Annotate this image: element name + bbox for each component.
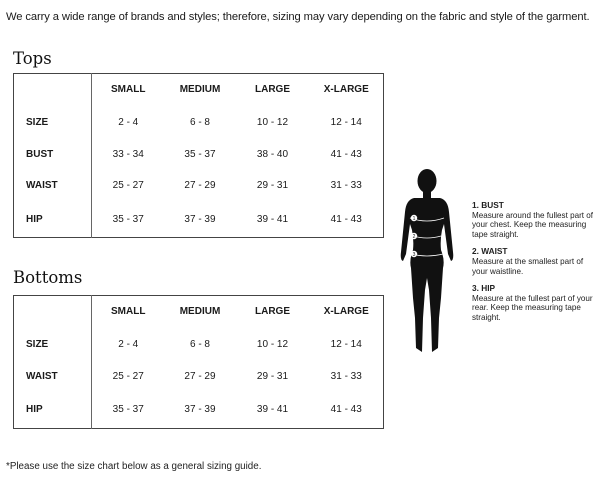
- marker-2: 2: [412, 234, 416, 241]
- table-cell: 31 - 33: [330, 371, 362, 382]
- table-header-row: [14, 296, 384, 328]
- table-cell: 12 - 14: [330, 117, 362, 128]
- row-label-hip: HIP: [14, 392, 92, 429]
- note-hip: [472, 284, 598, 322]
- note-hip-title: 3. HIP: [472, 283, 496, 294]
- marker-1: 1: [412, 216, 416, 223]
- table-row: [14, 392, 384, 429]
- table-cell: 6 - 8: [189, 117, 210, 128]
- table-row: [14, 202, 384, 238]
- row-label-waist: WAIST: [14, 362, 92, 392]
- note-waist-title: 2. WAIST: [472, 246, 508, 257]
- body-silhouette-figure: [396, 168, 458, 358]
- column-header-xlarge: X-LARGE: [323, 84, 369, 96]
- table-row: [14, 140, 384, 170]
- column-header-small: SMALL: [111, 306, 146, 318]
- marker-3: 3: [412, 252, 416, 259]
- table-cell: 39 - 41: [256, 213, 289, 225]
- table-cell: 25 - 27: [112, 180, 144, 191]
- table-cell: 10 - 12: [256, 339, 289, 350]
- table-cell: 29 - 31: [256, 371, 289, 382]
- bottoms-title: Bottoms: [13, 268, 83, 287]
- table-cell: 27 - 29: [184, 180, 216, 191]
- table-row: [14, 106, 384, 140]
- table-row: [14, 362, 384, 392]
- table-cell: 35 - 37: [184, 149, 216, 160]
- header-corner: [14, 296, 92, 328]
- column-header-xlarge: X-LARGE: [323, 306, 369, 318]
- table-cell: 35 - 37: [112, 213, 144, 225]
- table-cell: 37 - 39: [184, 404, 216, 416]
- row-label-bust: BUST: [14, 140, 92, 170]
- table-cell: 12 - 14: [330, 339, 362, 350]
- row-label-size: SIZE: [14, 328, 92, 362]
- table-cell: 10 - 12: [256, 117, 289, 128]
- row-label-waist: WAIST: [14, 170, 92, 202]
- column-header-medium: MEDIUM: [179, 84, 221, 96]
- table-cell: 33 - 34: [112, 149, 144, 160]
- column-header-small: SMALL: [111, 84, 146, 96]
- note-bust-title: 1. BUST: [472, 200, 504, 210]
- note-waist: [472, 247, 598, 276]
- note-bust: [472, 201, 598, 239]
- header-corner: [14, 74, 92, 106]
- note-hip-description: Measure at the fullest part of your rear. Keep the measuring tape straight.: [472, 293, 593, 322]
- table-cell: 41 - 43: [330, 149, 362, 160]
- column-header-medium: MEDIUM: [179, 306, 221, 318]
- tops-title: Tops: [13, 49, 52, 68]
- tops-size-table: [13, 73, 384, 238]
- table-cell: 2 - 4: [118, 339, 139, 350]
- row-label-size: SIZE: [14, 106, 92, 140]
- measurement-instructions: [472, 201, 598, 331]
- table-cell: 6 - 8: [189, 339, 210, 350]
- column-header-large: LARGE: [255, 84, 290, 96]
- table-cell: 38 - 40: [256, 149, 289, 160]
- bottoms-size-table: [13, 295, 384, 429]
- table-cell: 39 - 41: [256, 404, 289, 416]
- table-cell: 29 - 31: [256, 180, 289, 191]
- table-cell: 37 - 39: [184, 213, 216, 225]
- note-bust-description: Measure around the fullest part of your chest. Keep the measuring tape straight.: [472, 210, 594, 239]
- body-silhouette-icon: [396, 168, 458, 358]
- table-cell: 35 - 37: [112, 404, 144, 416]
- table-row: [14, 328, 384, 362]
- table-header-row: [14, 74, 384, 106]
- footer-note: *Please use the size chart below as a general sizing guide.: [6, 461, 262, 472]
- table-cell: 31 - 33: [330, 180, 362, 191]
- intro-text: We carry a wide range of brands and styles; therefore, sizing may vary depending on the fabric and style of the garment.: [6, 11, 590, 23]
- table-row: [14, 170, 384, 202]
- note-waist-description: Measure at the smallest part of your waistline.: [472, 256, 584, 276]
- table-cell: 27 - 29: [184, 371, 216, 382]
- row-label-hip: HIP: [14, 202, 92, 238]
- table-cell: 25 - 27: [112, 371, 144, 382]
- column-header-large: LARGE: [255, 306, 290, 318]
- table-cell: 41 - 43: [330, 404, 362, 416]
- table-cell: 2 - 4: [118, 117, 139, 128]
- table-cell: 41 - 43: [330, 213, 362, 225]
